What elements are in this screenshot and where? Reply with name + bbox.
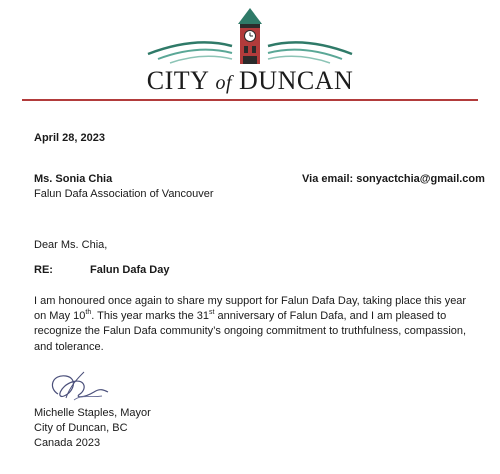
- city-prefix: CITY: [146, 66, 209, 95]
- signatory-city: City of Duncan, BC: [34, 422, 128, 434]
- body-part-1: I am honoured once again to share my support for Falun Dafa Day, taking place this year on May 10: [34, 295, 467, 323]
- handwritten-signature: [44, 368, 114, 404]
- signatory-country-year: Canada 2023: [34, 437, 101, 449]
- body-part-2: . This year marks the 31: [91, 310, 210, 323]
- header-divider: [22, 99, 478, 101]
- letter-body-paragraph: [34, 294, 474, 355]
- re-label: RE:: [34, 264, 53, 276]
- body-superscript-1: th: [85, 308, 92, 316]
- city-tower-logo: [140, 6, 360, 68]
- re-subject: Falun Dafa Day: [90, 264, 170, 276]
- salutation: Dear Ms. Chia,: [34, 239, 108, 251]
- recipient-organization: Falun Dafa Association of Vancouver: [34, 188, 214, 200]
- city-of: of: [215, 72, 233, 94]
- city-suffix: DUNCAN: [239, 66, 354, 95]
- signatory-name: Michelle Staples, Mayor: [34, 407, 151, 419]
- via-email-line: Via email: sonyactchia@gmail.com: [302, 173, 485, 185]
- body-superscript-2: st: [209, 308, 215, 316]
- body-part-3: anniversary of Falun Dafa, and I am pleased to recognize the Falun Dafa community’s ongoing commitment to truthfulness, compassion, and tolerance.: [34, 310, 467, 353]
- recipient-name: Ms. Sonia Chia: [34, 173, 113, 185]
- letterhead: [0, 0, 500, 100]
- letter-date: April 28, 2023: [34, 132, 105, 144]
- city-name-wordmark: [0, 66, 500, 98]
